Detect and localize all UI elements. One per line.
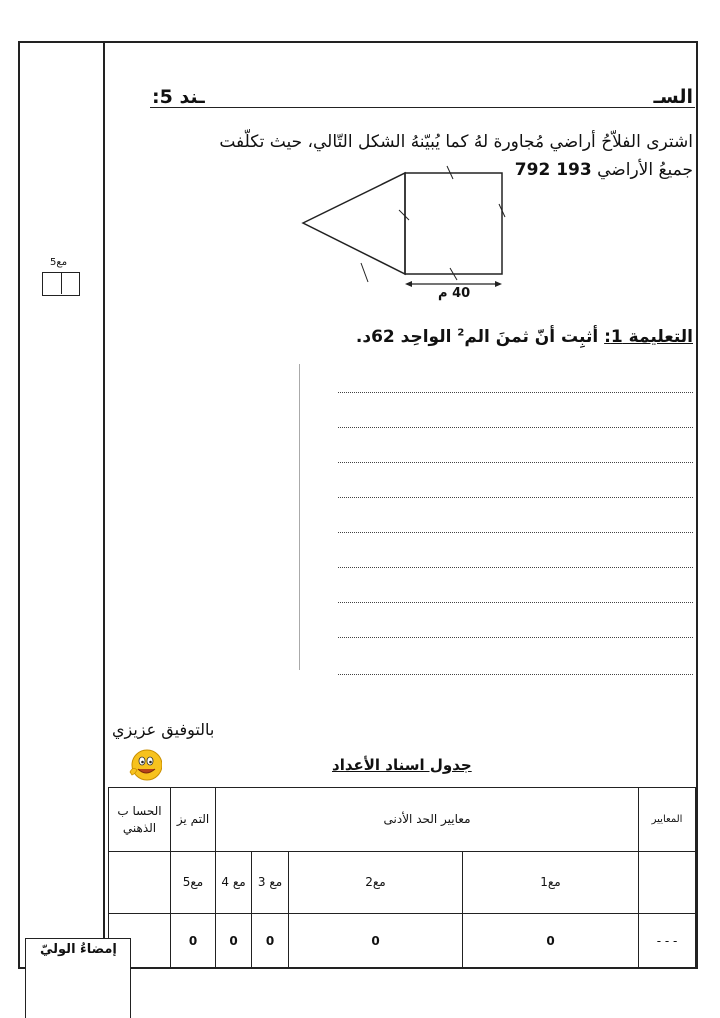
value-m1: 0 [463,914,639,969]
answer-line[interactable] [338,567,693,568]
row-label: - - - [639,914,696,969]
answer-line[interactable] [338,532,693,533]
tick-left [399,210,409,220]
side-score-box [42,272,80,296]
answer-line[interactable] [338,462,693,463]
col-m3: مع 3 [252,852,289,914]
side-criterion-label: مع5 [50,257,68,268]
excellence-header: التم يز [171,788,216,852]
answer-line[interactable] [338,427,693,428]
table-row [109,852,696,914]
instruction-text-a: أثبِت أنّ ثمنَ الم [464,327,605,347]
table-row [109,788,696,852]
min-criteria-header: معايير الحد الأدنى [216,788,639,852]
mental-calc-header: الحسا ب الذهني [109,788,171,852]
value-m4: 0 [216,914,252,969]
answer-line[interactable] [338,637,693,638]
grading-table [108,787,696,969]
land-figure [295,160,510,305]
col-m5: مع5 [171,852,216,914]
tick-triangle [361,263,368,282]
section-title-start: السـ [653,86,693,108]
col-m2: مع2 [289,852,463,914]
answer-line[interactable] [338,392,693,393]
good-luck-text: بالتوفيق عزيزي [112,720,215,739]
answer-line[interactable] [338,497,693,498]
triangle-shape [303,173,405,274]
parent-signature-label: إمضاءُ الوليّ [40,942,117,957]
total-amount: 193 792 [514,160,592,180]
value-m5: 0 [171,914,216,969]
section-title-end: ـند 5: [152,86,205,108]
instruction-text-b: الواحِد 62د. [355,327,458,347]
value-m2: 0 [289,914,463,969]
instruction-label: التعليمة 1: [604,327,693,347]
answer-line[interactable] [338,602,693,603]
table-row [109,914,696,969]
problem-line-1: اشترى الفلاّحُ أراضي مُجاورة لهُ كما يُبيّنهُ الشكل التّالي، حيث تكلّفت [219,132,693,152]
table-title: جدول اسناد الأعداد [332,756,472,774]
problem-line-2-text: جميعُ الأراضي [597,160,693,180]
margin-line [103,41,105,969]
square-shape [405,173,502,274]
criteria-header: المعايير [639,788,696,852]
empty-cell [639,852,696,914]
col-m4: مع 4 [216,852,252,914]
arrow-left [405,281,412,287]
empty-cell [109,852,171,914]
instruction-sup: 2 [457,327,465,339]
arrow-right [495,281,502,287]
dimension-label: 40 م [438,286,471,301]
answer-line[interactable] [338,674,693,675]
answer-divider [299,364,300,670]
value-m3: 0 [252,914,289,969]
smiley-icon [128,748,162,782]
section-title-underline [150,107,695,108]
col-m1: مع1 [463,852,639,914]
instruction [356,327,693,347]
